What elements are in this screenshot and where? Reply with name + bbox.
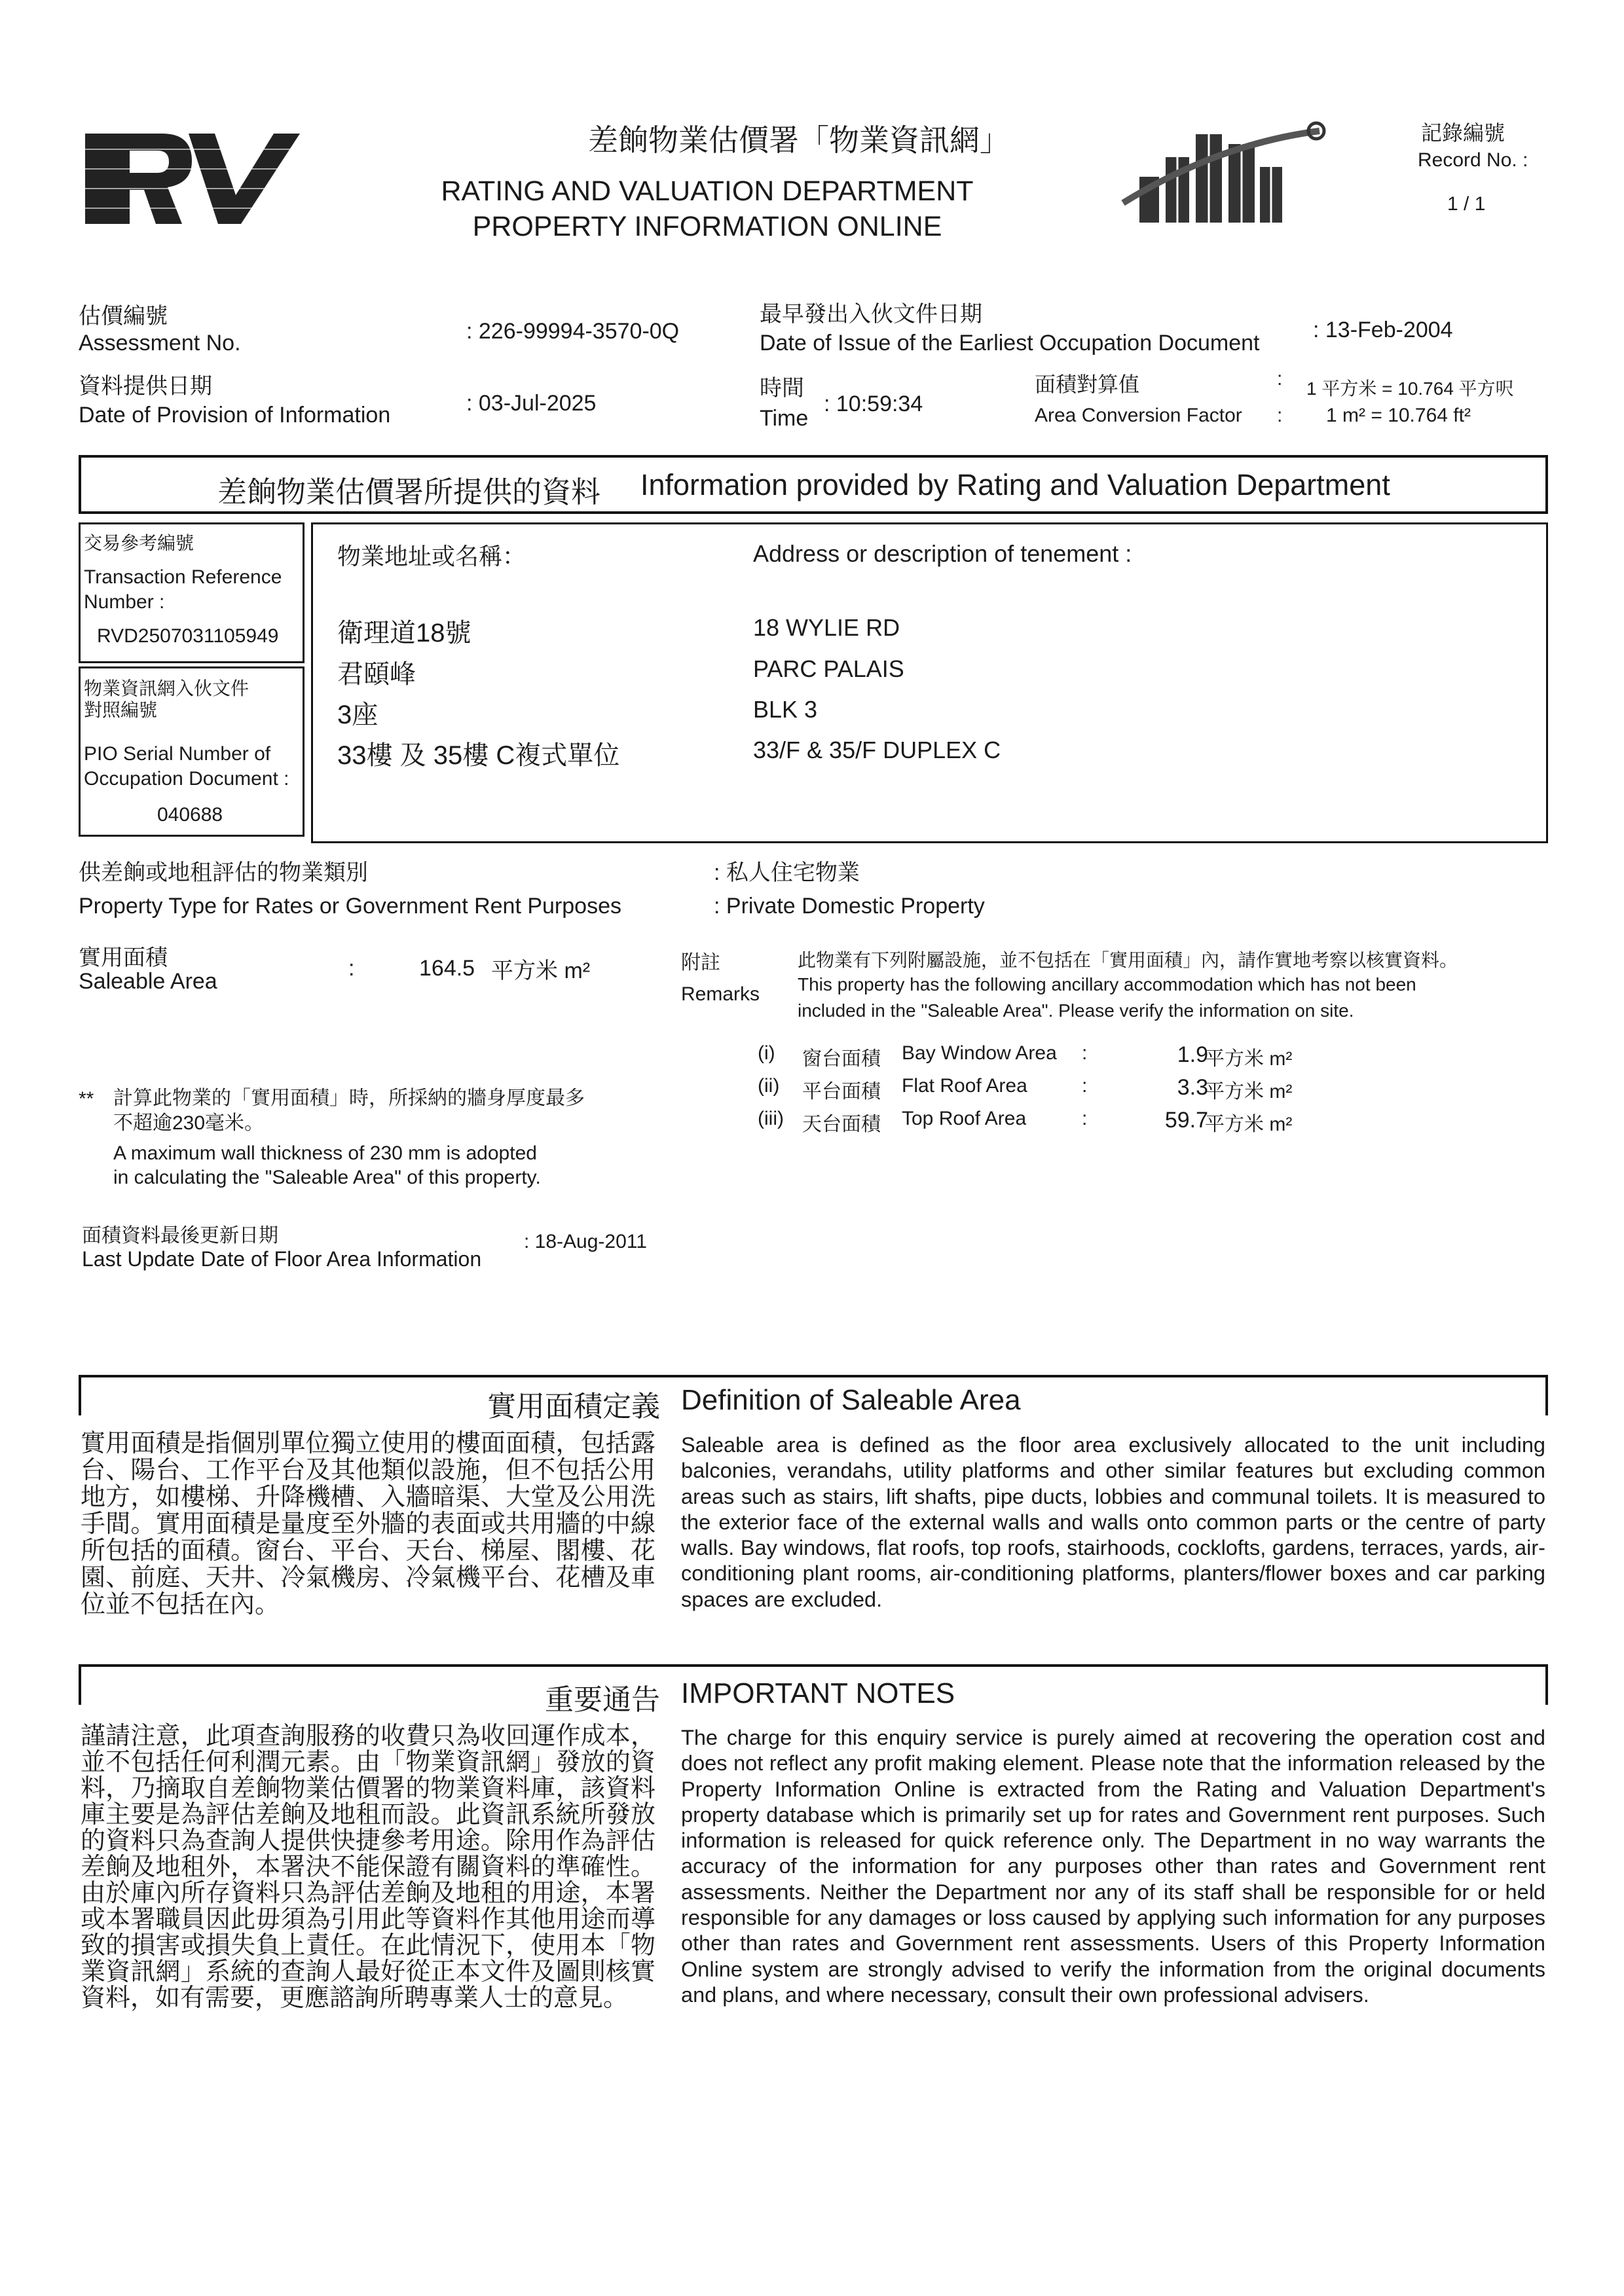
conversion-zh: 面積對算值	[1035, 373, 1140, 396]
pio-zh-1: 物業資訊網入伙文件	[84, 678, 249, 699]
pio-en-2: Occupation Document :	[84, 768, 289, 790]
notes-text-en: The charge for this enquiry service is purely aimed at recovering the operation cost and does not reflect any profit making element. Please note that the information released by the Property Information Online is extracted from the Rating and Valuation Department's property database which is primarily set up for rates and Government rent purposes. Such information is released for quick reference only. The Department in no way warrants the accuracy of the information for any purposes other than rates and Government rent assessments. Neither the Department nor any of its staff shall be responsible for or held responsible for any damages or loss caused by applying such information for any purposes other than rates and Government rent assessments. Users of this Property Information Online system are strongly advised to verify the information from the original documents and plans, and where necessary, consult their own professional advisers.	[681, 1726, 1545, 2007]
ancillary-zh: 平台面積	[802, 1081, 881, 1102]
property-type-label-en: Property Type for Rates or Government Rent Purposes	[79, 894, 621, 919]
wall-note-zh-2: 不超逾230毫米。	[113, 1112, 265, 1134]
property-type-label-zh: 供差餉或地租評估的物業類別	[79, 860, 368, 885]
ancillary-idx: (ii)	[758, 1075, 780, 1097]
property-type-value-en: : Private Domestic Property	[714, 894, 985, 919]
ancillary-zh: 天台面積	[802, 1114, 881, 1135]
rvd-logo-icon	[84, 130, 300, 228]
txn-ref-en-2: Number :	[84, 591, 165, 613]
pio-value: 040688	[157, 804, 223, 826]
ancillary-unit: 平方米 m²	[1205, 1114, 1293, 1135]
ancillary-en: Flat Roof Area	[902, 1075, 1027, 1097]
notes-heading-en: IMPORTANT NOTES	[681, 1677, 955, 1709]
date-provision-value: : 03-Jul-2025	[466, 391, 597, 416]
saleable-zh: 實用面積	[79, 945, 168, 970]
assessment-no-value: : 226-99994-3570-0Q	[466, 319, 680, 344]
property-type-value-zh: : 私人住宅物業	[714, 860, 860, 885]
date-provision-en: Date of Provision of Information	[79, 403, 391, 428]
ancillary-unit: 平方米 m²	[1205, 1081, 1293, 1102]
txn-ref-value: RVD2507031105949	[97, 625, 279, 647]
occupation-doc-zh: 最早發出入伙文件日期	[760, 302, 982, 327]
rvd-logo	[84, 130, 300, 228]
occupation-doc-en: Date of Issue of the Earliest Occupation Document	[760, 331, 1260, 355]
txn-ref-zh: 交易參考編號	[84, 533, 194, 553]
address-en-line-2: PARC PALAIS	[753, 655, 904, 682]
last-update-en: Last Update Date of Floor Area Information	[82, 1247, 482, 1271]
ancillary-colon: :	[1082, 1075, 1088, 1097]
ancillary-unit: 平方米 m²	[1205, 1048, 1293, 1070]
definition-text-en: Saleable area is defined as the floor area exclusively allocated to the unit including balconies, verandahs, utility platforms and other similar features but excluding common areas such as stairs, lift shafts, pipe ducts, lobbies and communal toilets. It is measured to the exterior face of the external walls and walls onto common parts or the centre of party walls. Bay windows, flat roofs, top roofs, stairhoods, cocklofts, gardens, terraces, yards, air-conditioning plant rooms, air-conditioning platforms, planters/flower boxes and car parking spaces are excluded.	[681, 1433, 1545, 1611]
address-label-zh: 物業地址或名稱：	[337, 543, 526, 570]
conversion-en: Area Conversion Factor	[1035, 405, 1242, 426]
ancillary-row	[758, 1042, 1347, 1068]
definition-heading-zh: 實用面積定義	[487, 1391, 660, 1423]
record-no-en: Record No. :	[1418, 149, 1528, 171]
info-heading-zh: 差餉物業估價署所提供的資料	[217, 475, 601, 509]
header-title-zh: 差餉物業估價署「物業資訊網」	[588, 123, 1010, 157]
ancillary-row	[758, 1075, 1347, 1101]
remarks-text-en-2: included in the "Saleable Area". Please verify the information on site.	[798, 1000, 1354, 1021]
header-title-en-2: PROPERTY INFORMATION ONLINE	[472, 211, 942, 242]
address-zh-line-2: 君頤峰	[337, 660, 416, 689]
ancillary-colon: :	[1082, 1042, 1088, 1064]
txn-ref-en-1: Transaction Reference	[84, 566, 282, 588]
definition-text-zh: 實用面積是指個別單位獨立使用的樓面面積，包括露台、陽台、工作平台及其他類似設施，但不包括公用地方，如樓梯、升降機槽、入牆暗渠、大堂及公用洗手間。實用面積是量度至外牆的表面或共用牆的中線所包括的面積。窗台、平台、天台、梯屋、閣樓、花園、前庭、天井、冷氣機房、冷氣機平台、花槽及車位並不包括在內。	[81, 1430, 655, 1618]
ancillary-colon: :	[1082, 1108, 1088, 1129]
notes-text-zh: 謹請注意，此項查詢服務的收費只為收回運作成本，並不包括任何利潤元素。由「物業資訊網」發放的資料，乃摘取自差餉物業估價署的物業資料庫，該資料庫主要是為評估差餉及地租而設。此資訊系統所發放的資料只為查詢人提供快捷參考用途。除用作為評估差餉及地租外，本署決不能保證有關資料的準確性。由於庫內所存資料只為評估差餉及地租的用途，本署或本署職員因此毋須為引用此等資料作其他用途而導致的損害或損失負上責任。在此情況下，使用本「物業資訊網」系統的查詢人最好從正本文件及圖則核實資料，如有需要，更應諮詢所聘專業人士的意見。	[81, 1722, 655, 2012]
wall-note-en-2: in calculating the "Saleable Area" of this property.	[113, 1167, 541, 1188]
address-en-line-1: 18 WYLIE RD	[753, 614, 900, 641]
address-zh-line-3: 3座	[337, 701, 378, 729]
pio-en-1: PIO Serial Number of	[84, 743, 271, 765]
saleable-colon: :	[348, 956, 355, 981]
remarks-zh: 附註	[681, 952, 720, 974]
occupation-doc-value: : 13-Feb-2004	[1313, 318, 1453, 342]
pio-zh-2: 對照編號	[84, 700, 158, 720]
address-en-line-4: 33/F & 35/F DUPLEX C	[753, 737, 1001, 763]
info-heading-en: Information provided by Rating and Valuation Department	[640, 468, 1390, 501]
time-value: : 10:59:34	[824, 392, 923, 416]
time-zh: 時間	[760, 376, 804, 401]
wall-note-en-1: A maximum wall thickness of 230 mm is adopted	[113, 1142, 537, 1164]
saleable-unit: 平方米 m²	[491, 958, 591, 983]
ancillary-value: 1.9	[1177, 1042, 1208, 1067]
assessment-no-zh: 估價編號	[79, 304, 168, 329]
date-provision-zh: 資料提供日期	[79, 374, 212, 399]
time-en: Time	[760, 406, 809, 431]
notes-heading-zh: 重要通告	[545, 1684, 660, 1716]
ancillary-row	[758, 1108, 1347, 1134]
remarks-text-zh: 此物業有下列附屬設施，並不包括在「實用面積」內，請作實地考察以核實資料。	[798, 950, 1458, 970]
address-label-en: Address or description of tenement :	[753, 540, 1132, 567]
ancillary-en: Bay Window Area	[902, 1042, 1057, 1064]
ancillary-value: 3.3	[1177, 1075, 1208, 1100]
ancillary-zh: 窗台面積	[802, 1048, 881, 1070]
remarks-text-en-1: This property has the following ancillary accommodation which has not been	[798, 974, 1416, 994]
saleable-value: 164.5	[419, 956, 475, 981]
conversion-line-1: 1 平方米 = 10.764 平方呎	[1306, 378, 1514, 399]
remarks-en: Remarks	[681, 983, 760, 1005]
buildings-logo-icon	[1120, 105, 1336, 229]
address-zh-line-4: 33樓 及 35樓 C複式單位	[337, 741, 620, 770]
ancillary-idx: (iii)	[758, 1108, 784, 1129]
wall-note-mark: **	[79, 1088, 94, 1110]
assessment-no-en: Assessment No.	[79, 331, 241, 355]
last-update-zh: 面積資料最後更新日期	[82, 1225, 278, 1247]
wall-note-zh-1: 計算此物業的「實用面積」時，所採納的牆身厚度最多	[113, 1087, 585, 1109]
record-no-value: 1 / 1	[1447, 193, 1486, 215]
header-title-en-1: RATING AND VALUATION DEPARTMENT	[441, 175, 974, 207]
record-no-zh: 記錄編號	[1421, 121, 1505, 145]
conversion-colon-2: :	[1277, 405, 1283, 426]
saleable-en: Saleable Area	[79, 969, 217, 994]
pio-logo	[1120, 105, 1336, 229]
definition-heading-en: Definition of Saleable Area	[681, 1384, 1021, 1416]
address-en-line-3: BLK 3	[753, 696, 818, 723]
ancillary-idx: (i)	[758, 1042, 775, 1064]
address-zh-line-1: 衛理道18號	[337, 619, 471, 647]
ancillary-en: Top Roof Area	[902, 1108, 1027, 1129]
last-update-value: : 18-Aug-2011	[524, 1231, 647, 1252]
conversion-colon-1: :	[1277, 368, 1283, 390]
ancillary-value: 59.7	[1164, 1108, 1208, 1133]
conversion-line-2: 1 m² = 10.764 ft²	[1326, 405, 1471, 426]
